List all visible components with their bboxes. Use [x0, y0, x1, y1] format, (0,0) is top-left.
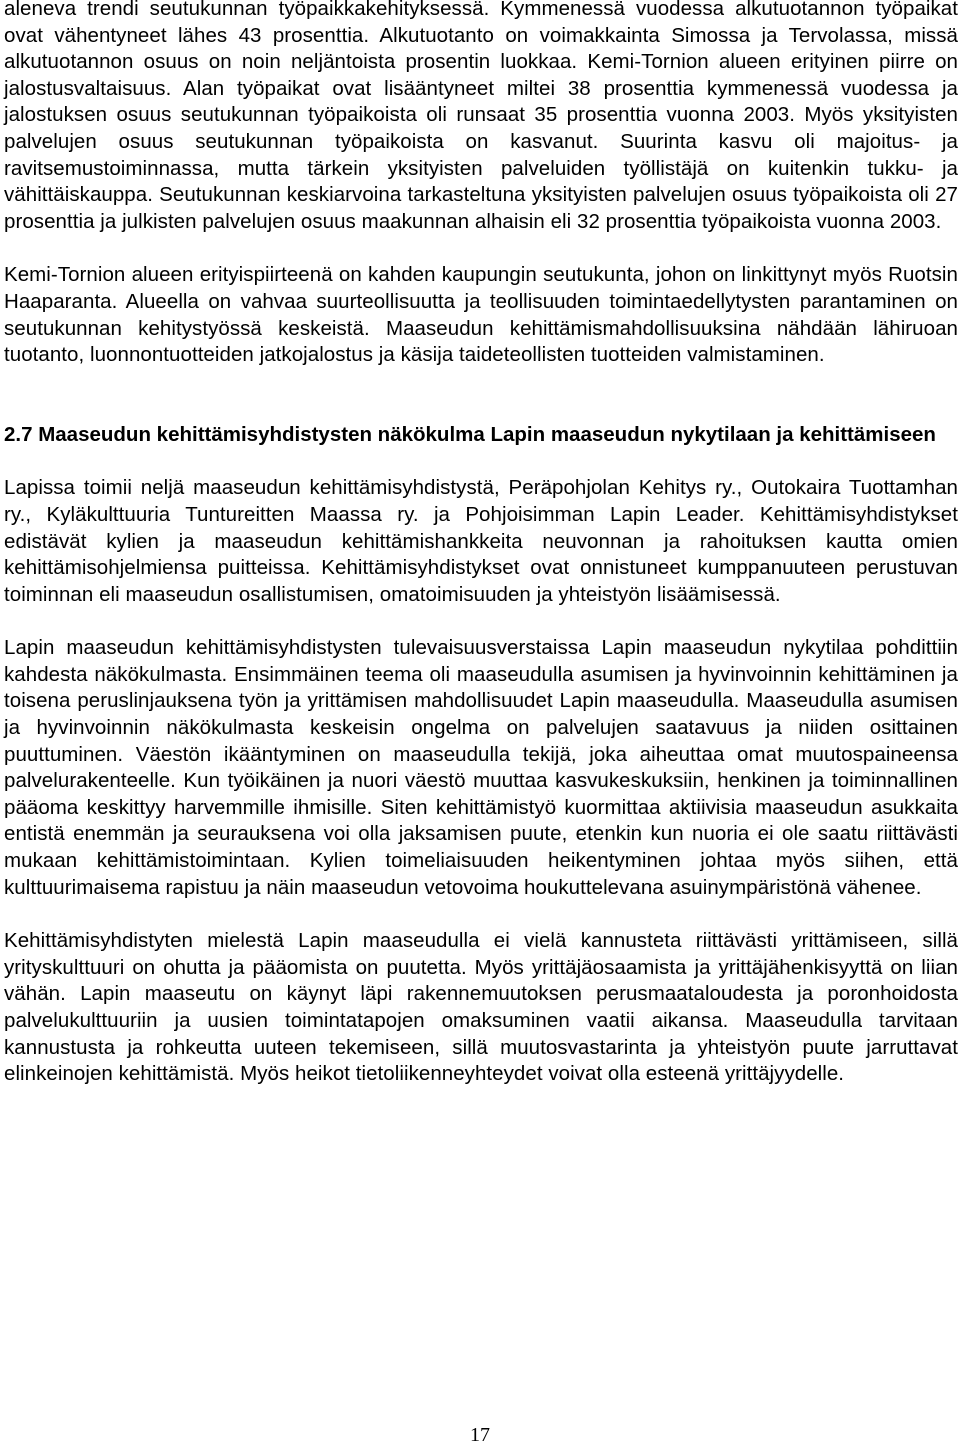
page-number: 17: [470, 1424, 490, 1446]
section-number: 2.7: [4, 422, 33, 446]
page-body: [4, 0, 958, 1088]
body-paragraph: aleneva trendi seutukunnan työpaikkakehityksessä. Kymmenessä vuodessa alkutuotannon työpaikat ovat vähentyneet lähes 43 prosenttia. Alkutuotanto on voimakkainta Simossa ja Tervolassa, missä alkutuotannon osuus on noin neljäntoista prosentin luokkaa. Kemi-Tornion alueen erityinen piirre on jalostusvaltaisuus. Alan työpaikat ovat lisääntyneet miltei 38 prosenttia kymmenessä vuodessa ja jalostuksen osuus seutukunnan työpaikoista oli runsaat 35 prosenttia vuonna 2003. Myös yksityisten palvelujen osuus seutukunnan työpaikoista on kasvanut. Suurinta kasvu oli majoitus- ja ravitsemustoiminnassa, mutta tärkein yksityisten palveluiden työllistäjä on kuitenkin tukku- ja vähittäiskauppa. Seutukunnan keskiarvoina tarkasteltuna yksityisten palvelujen osuus työpaikoista oli 27 prosenttia ja julkisten palvelujen osuus maakunnan alhaisin eli 32 prosenttia työpaikoista vuonna 2003.: [4, 0, 958, 233]
body-paragraph: Kehittämisyhdistyten mielestä Lapin maaseudulla ei vielä kannusteta riittävästi yrittämiseen, sillä yrityskulttuuri on ohutta ja pääomista on puutetta. Myös yrittäjäosaamista ja yrittäjähenkisyyttä on liian vähän. Lapin maaseutu on käynyt läpi rakennemuutoksen perusmaataloudesta ja poronhoidosta palvelukulttuuriin ja uusien toimintatapojen omaksuminen vaatii aikansa. Maaseudulla tarvitaan kannustusta ja rohkeutta uuteen tekemiseen, sillä muutosvastarinta ja yhteistyön puute jarruttavat elinkeinojen kehittämistä. Myös heikot tietoliikenneyhteydet voivat olla esteenä yrittäjyydelle.: [4, 929, 958, 1086]
body-paragraph: Lapin maaseudun kehittämisyhdistysten tulevaisuusverstaissa Lapin maaseudun nykytilaa pohdittiin kahdesta näkökulmasta. Ensimmäinen teema oli maaseudulla asumisen ja hyvinvoinnin kehittäminen ja toisena peruslinjauksena työn ja yrittämisen mahdollisuudet Lapin maaseudulla. Maaseudulla asumisen ja hyvinvoinnin näkökulmasta keskeisin ongelma on palvelujen saatavuus ja niiden osittainen puuttuminen. Väestön ikääntyminen on maaseudulla tekijä, joka aiheuttaa omat muutospaineensa palvelurakenteelle. Kun työikäinen ja nuori väestö muuttaa kasvukeskuksiin, henkinen ja toiminnallinen pääoma keskittyy harvemmille ihmisille. Siten kehittämistyö kuormittaa aktiivisia maaseudun asukkaita entistä enemmän ja seurauksena voi olla jaksamisen puute, etenkin kun nuoria ei ole saatu riittävästi mukaan kehittämistoimintaan. Kylien toimeliaisuuden heikentyminen johtaa myös siihen, että kulttuurimaisema rapistuu ja näin maaseudun vetovoima houkuttelevana asuinympäristönä vähenee.: [4, 636, 958, 899]
body-paragraph: Lapissa toimii neljä maaseudun kehittämisyhdistystä, Peräpohjolan Kehitys ry., Outokaira Tuottamhan ry., Kyläkulttuuria Tuntureitten Maassa ry. ja Pohjoisimman Lapin Leader. Kehittämisyhdistykset edistävät kylien ja maaseudun kehittämishankkeita neuvonnan ja rahoituksen kautta omien kehittämisohjelmiensa puitteissa. Kehittämisyhdistykset ovat onnistuneet kumppanuuteen perustuvan toiminnan eli maaseudun osallistumisen, omatoimisuuden ja yhteistyön lisäämisessä.: [4, 476, 958, 606]
section-heading: [4, 422, 958, 449]
body-paragraph: Kemi-Tornion alueen erityispiirteenä on kahden kaupungin seutukunta, johon on linkittynyt myös Ruotsin Haaparanta. Alueella on vahvaa suurteollisuutta ja teollisuuden toimintaedellytysten parantaminen on seutukunnan kehitystyössä keskeistä. Maaseudun kehittämismahdollisuuksina nähdään lähiruoan tuotanto, luonnontuotteiden jatkojalostus ja käsija taideteollisten tuotteiden valmistaminen.: [4, 263, 958, 367]
section-title: Maaseudun kehittämisyhdistysten näkökulma Lapin maaseudun nykytilaan ja kehittämiseen: [38, 422, 936, 446]
